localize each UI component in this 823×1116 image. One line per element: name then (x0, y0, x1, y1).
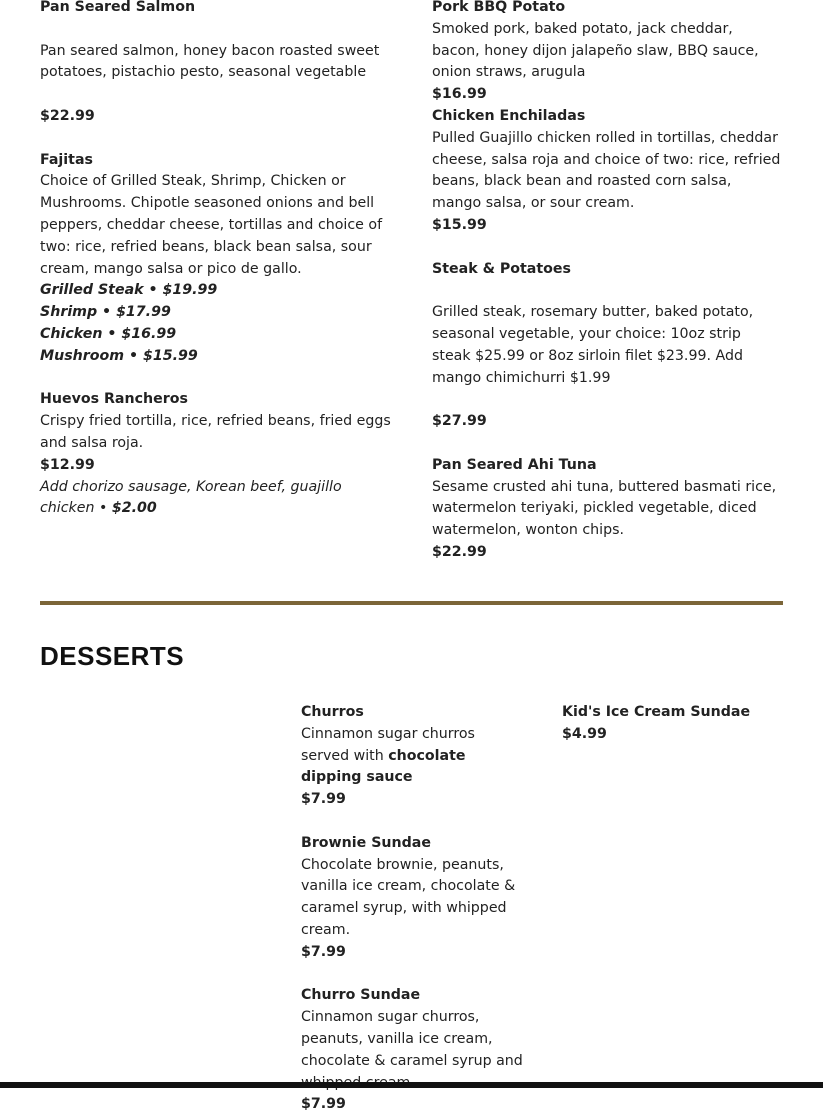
menu-item-fajitas (40, 150, 395, 368)
menu-column-left (40, 0, 395, 520)
item-price: $22.99 (432, 543, 487, 560)
item-name: Churro Sundae (301, 987, 421, 1004)
menu-item-pan-seared-salmon (40, 0, 395, 128)
item-name: Fajitas (40, 151, 93, 168)
item-price: $15.99 (432, 216, 487, 233)
item-description: Crispy fried tortilla, rice, refried beans, fried eggs and salsa roja. (40, 413, 391, 451)
item-name: Brownie Sundae (301, 834, 431, 851)
fajita-option-chicken: Chicken • $16.99 (40, 325, 177, 342)
fajita-option-steak: Grilled Steak • $19.99 (40, 282, 218, 299)
item-price: $16.99 (432, 86, 487, 103)
item-name: Chicken Enchiladas (432, 107, 586, 124)
item-description (301, 724, 526, 789)
menu-item-kids-ice-cream-sundae (562, 702, 787, 746)
menu-column-right (432, 0, 782, 564)
menu-item-pork-bbq-potato (432, 0, 782, 106)
menu-item-huevos-rancheros (40, 389, 395, 520)
item-price: $7.99 (301, 943, 346, 960)
item-description: Grilled steak, rosemary butter, baked potato, seasonal vegetable, your choice: 10oz strip steak $25.99 or 8oz sirloin filet $23.99. Add mango chimichurri $1.99 (432, 304, 754, 386)
item-description: Choice of Grilled Steak, Shrimp, Chicken or Mushrooms. Chipotle seasoned onions and bell peppers, cheddar cheese, tortillas and choice of two: rice, refried beans, black bean salsa, sour cream, mango salsa or pico de gallo. (40, 173, 383, 277)
item-name: Pork BBQ Potato (432, 0, 566, 15)
item-description: Chocolate brownie, peanuts, vanilla ice cream, chocolate & caramel syrup, with whipped cream. (301, 856, 516, 938)
item-addon (40, 477, 395, 521)
item-price: $4.99 (562, 725, 607, 742)
item-description: Pulled Guajillo chicken rolled in tortillas, cheddar cheese, salsa roja and choice of two: rice, refried beans, black bean and roasted corn salsa, mango salsa, or sour cream. (432, 129, 781, 212)
item-name: Kid's Ice Cream Sundae (562, 704, 751, 720)
item-description: Sesame crusted ahi tuna, buttered basmati rice, watermelon teriyaki, pickled vegetable, diced watermelon, wonton chips. (432, 478, 777, 539)
item-price: $7.99 (301, 1096, 346, 1113)
desserts-heading: DESSERTS (40, 641, 185, 671)
description-highlight: chocolate dipping sauce (301, 747, 466, 786)
menu-item-churros (301, 702, 526, 811)
item-description: Smoked pork, baked potato, jack cheddar, bacon, honey dijon jalapeño slaw, BBQ sauce, onion straws, arugula (432, 20, 759, 81)
item-description: Pan seared salmon, honey bacon roasted sweet potatoes, pistachio pesto, seasonal vegetable (40, 42, 380, 81)
item-price: $12.99 (40, 456, 95, 473)
fajita-option-shrimp: Shrimp • $17.99 (40, 304, 171, 321)
item-name: Pan Seared Ahi Tuna (432, 456, 597, 473)
description-text: Cinnamon sugar churros served with (301, 725, 475, 764)
menu-item-brownie-sundae (301, 833, 526, 964)
item-name: Pan Seared Salmon (40, 0, 196, 15)
item-name: Huevos Rancheros (40, 391, 188, 408)
menu-item-steak-potatoes (432, 259, 782, 433)
desserts-column-right (562, 702, 787, 746)
addon-price: $2.00 (111, 500, 157, 517)
item-price: $22.99 (40, 107, 95, 124)
item-name: Steak & Potatoes (432, 260, 571, 277)
item-name: Churros (301, 704, 364, 720)
fajita-option-mushroom: Mushroom • $15.99 (40, 347, 198, 364)
menu-item-chicken-enchiladas (432, 106, 782, 237)
section-divider (40, 601, 783, 605)
item-description: Cinnamon sugar churros, peanuts, vanilla ice cream, chocolate & caramel syrup and (301, 1009, 523, 1069)
desserts-column-middle (301, 702, 526, 1116)
bottom-bar (0, 1082, 823, 1088)
item-price: $7.99 (301, 791, 346, 808)
menu-item-pan-seared-ahi-tuna (432, 455, 782, 564)
addon-text: Add chorizo sausage, Korean beef, guajillo chicken • (40, 478, 342, 517)
menu-item-churro-sundae (301, 985, 526, 1116)
item-price: $27.99 (432, 413, 487, 430)
